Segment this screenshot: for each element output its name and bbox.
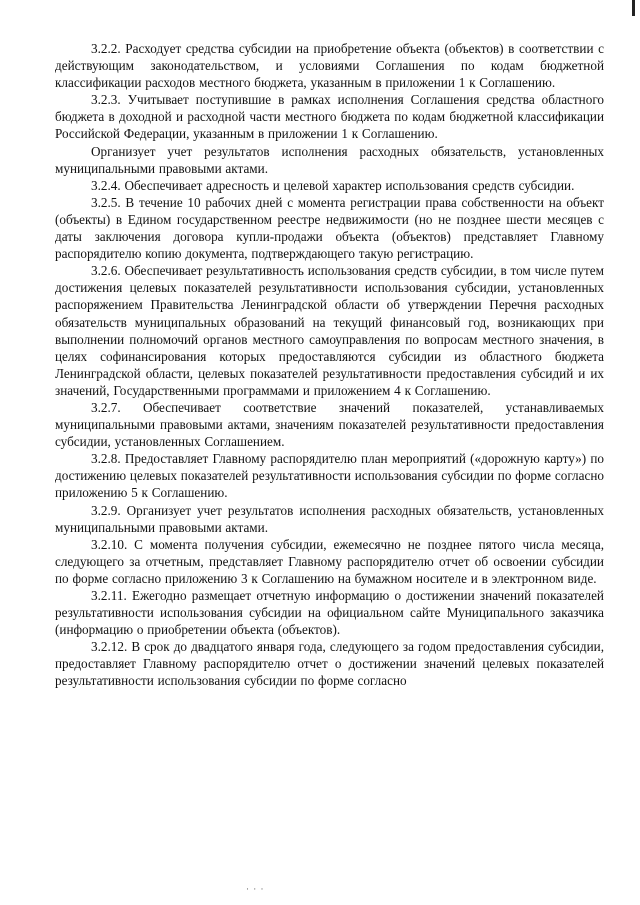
- paragraph-3-2-2: 3.2.2. Расходует средства субсидии на приобретение объекта (объектов) в соответствии с действующим законодательством, и условиями Соглашения по кодам бюджетной классификации расходов местного бюджета, указанным в приложении 1 к Соглашению.: [55, 41, 604, 91]
- paragraph-3-2-5: 3.2.5. В течение 10 рабочих дней с момента регистрации права собственности на объект (объекты) в Едином государственном реестре недвижимости (но не позднее шести месяцев с даты заключения договора купли-продажи объекта (объектов) представляет Главному распорядителю копию документа, подтверждающего такую регистрацию.: [55, 194, 604, 262]
- paragraph-3-2-4: 3.2.4. Обеспечивает адресность и целевой характер использования средств субсидии.: [91, 177, 575, 193]
- footer-scan-mark: · · ·: [246, 884, 265, 894]
- scan-edge-mark: [632, 0, 635, 16]
- paragraph-organizes-accounting: Организует учет результатов исполнения расходных обязательств, установленных муниципальными правовыми актами.: [55, 143, 604, 176]
- paragraph-3-2-7: 3.2.7. Обеспечивает соответствие значений показателей, устанавливаемых муниципальными правовыми актами, значениям показателей результативности предоставления субсидии, установленных Соглашением.: [55, 399, 604, 450]
- paragraph-3-2-6: 3.2.6. Обеспечивает результативность использования средств субсидии, в том числе путем достижения целевых показателей результативности использования субсидии, установленных распоряжением Правительства Ленинградской области об утверждении Перечня расходных обязательств муниципальных образований на текущий финансовый год, возникающих при выполнении полномочий органов местного самоуправления по вопросам местного значения, в целях софинансирования которых предоставляются субсидии из областного бюджета Ленинградской области, целевых показателей результативности предоставления субсидий и их значений, Государственными программами и приложением 4 к Соглашению.: [55, 263, 604, 398]
- paragraph-3-2-11: 3.2.11. Ежегодно размещает отчетную информацию о достижении значений показателей результативности использования субсидии на официальном сайте Муниципального заказчика (информацию о приобретении объекта (объектов).: [55, 588, 604, 638]
- paragraph-3-2-9: 3.2.9. Организует учет результатов исполнения расходных обязательств, установленных муниципальными правовыми актами.: [55, 502, 604, 535]
- paragraph-3-2-8: 3.2.8. Предоставляет Главному распорядителю план мероприятий («дорожную карту») по достижению целевых показателей результативности использования субсидии по форме согласно приложению 5 к Соглашению.: [55, 451, 604, 501]
- paragraph-3-2-12: 3.2.12. В срок до двадцатого января года, следующего за годом предоставления субсидии, предоставляет Главному распорядителю отчет о достижении значений целевых показателей результативности использования субсидии по форме согласно: [55, 639, 604, 689]
- paragraph-3-2-3: 3.2.3. Учитывает поступившие в рамках исполнения Соглашения средства областного бюджета в доходной и расходной части местного бюджета по кодам бюджетной классификации Российской Федерации, указанным в приложении 1 к Соглашению.: [55, 92, 604, 142]
- paragraph-3-2-10: 3.2.10. С момента получения субсидии, ежемесячно не позднее пятого числа месяца, следующего за отчетным, представляет Главному распорядителю отчет об освоении субсидии по форме согласно приложению 3 к Соглашению на бумажном носителе и в электронном виде.: [55, 536, 604, 586]
